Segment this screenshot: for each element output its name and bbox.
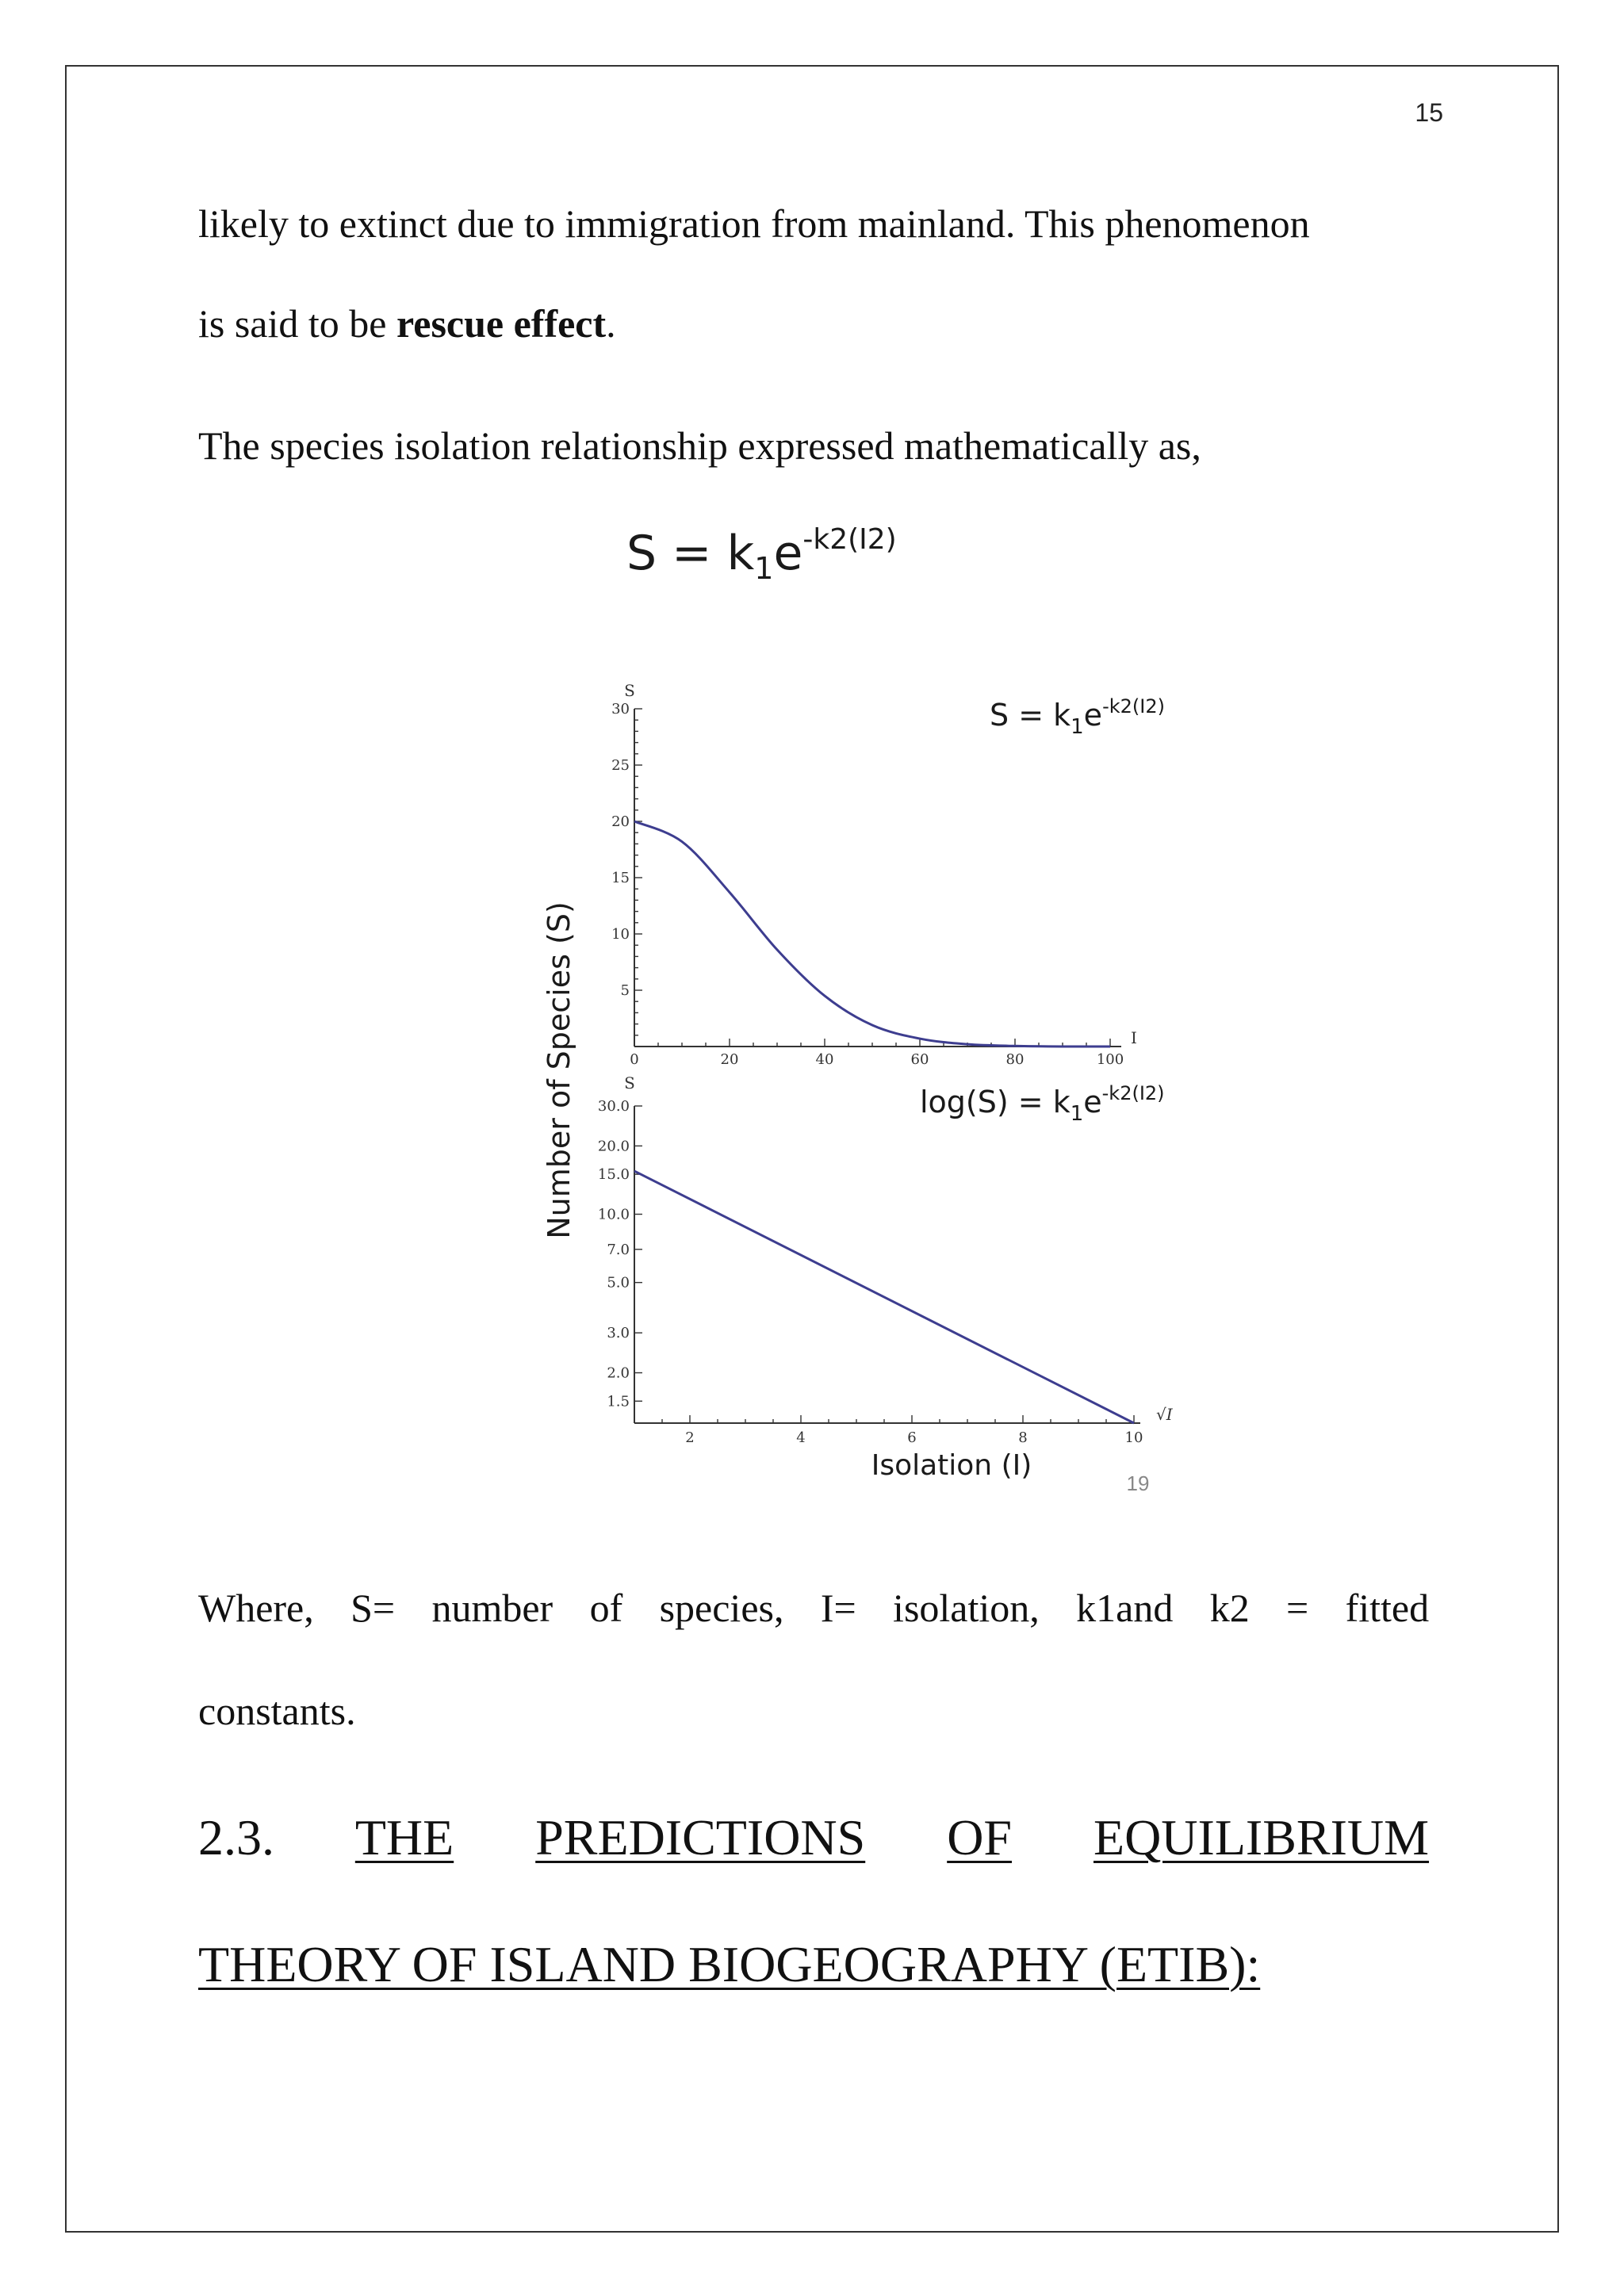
section-number: 2.3.: [198, 1809, 274, 1866]
bottom-x-tick-label: 4: [796, 1429, 806, 1446]
bottom-formula-lhs: log(S) = k: [920, 1085, 1071, 1119]
top-x-tick-label: 40: [815, 1051, 834, 1068]
paragraph-3-line-1: [198, 1584, 1429, 1632]
section-heading-line-1: [198, 1808, 1429, 1868]
paragraph-3-word: fitted: [1345, 1586, 1430, 1630]
bottom-y-tick-label: 2.0: [607, 1364, 630, 1382]
paragraph-2: The species isolation relationship expressed mathematically as,: [198, 423, 1201, 468]
bottom-formula-exponent: -k2(I2): [1101, 1082, 1165, 1104]
top-y-tick-label: 10: [611, 926, 630, 943]
paragraph-3-word: S=: [350, 1586, 396, 1630]
bottom-x-axis-label: √I: [1156, 1405, 1173, 1424]
paragraph-1-line-2: [198, 300, 1429, 347]
paragraph-3-line-2: constants.: [198, 1689, 356, 1733]
section-heading-word: PREDICTIONS: [535, 1809, 866, 1866]
top-formula-base: e: [1083, 698, 1103, 733]
paragraph-3-word: species,: [659, 1586, 784, 1630]
top-formula-lhs: S = k: [990, 698, 1071, 733]
paragraph-3-word: =: [1286, 1586, 1309, 1630]
top-y-axis-label: S: [624, 681, 635, 700]
paragraph-3-word: I=: [820, 1586, 856, 1630]
rescue-effect-term: rescue effect: [396, 301, 607, 346]
section-heading-word: THE: [354, 1809, 454, 1866]
bottom-y-tick-label: 1.5: [607, 1393, 630, 1410]
species-isolation-chart: [508, 666, 1205, 1506]
bottom-formula-base: e: [1083, 1085, 1102, 1119]
species-isolation-figure: [508, 666, 1205, 1506]
section-heading-word: OF: [947, 1809, 1012, 1866]
bottom-y-tick-label: 3.0: [607, 1325, 630, 1342]
top-y-tick-label: 30: [611, 701, 630, 718]
paragraph-3-word: k2: [1209, 1586, 1250, 1630]
top-x-tick-label: 100: [1096, 1051, 1124, 1068]
formula-exponent: -k2(I2): [802, 523, 897, 556]
bottom-x-tick-label: 6: [907, 1429, 917, 1446]
bottom-formula-subscript: 1: [1070, 1102, 1084, 1126]
bottom-x-tick-label: 10: [1124, 1429, 1143, 1446]
species-isolation-formula: [626, 523, 897, 586]
top-x-tick-label: 20: [720, 1051, 739, 1068]
paragraph-3-word: number: [431, 1586, 553, 1630]
top-chart-formula: [990, 695, 1165, 739]
top-x-tick-label: 80: [1005, 1051, 1025, 1068]
top-chart: [611, 681, 1137, 1068]
paragraph-3-word: Where,: [198, 1586, 314, 1630]
paragraph-3-word: isolation,: [893, 1586, 1040, 1630]
paragraph-1-period: .: [606, 301, 616, 346]
formula-base: e: [773, 526, 803, 581]
top-x-axis-label: I: [1131, 1028, 1137, 1047]
top-x-tick-label: 0: [630, 1051, 639, 1068]
bottom-y-tick-label: 10.0: [597, 1206, 630, 1223]
bottom-y-tick-label: 20.0: [597, 1138, 630, 1155]
top-formula-exponent: -k2(I2): [1102, 695, 1165, 718]
paragraph-1-line-1: likely to extinct due to immigration from mainland. This phenomenon: [198, 201, 1310, 246]
paragraph-3-word: of: [589, 1586, 623, 1630]
bottom-y-tick-label: 7.0: [607, 1241, 630, 1258]
slide-number: 19: [1126, 1471, 1150, 1495]
bottom-y-tick-label: 5.0: [607, 1274, 630, 1292]
bottom-chart: [598, 1073, 1174, 1446]
section-heading-line-2: [198, 1934, 1429, 1995]
top-y-tick-label: 15: [611, 870, 630, 886]
y-axis-title: Number of Species (S): [542, 901, 576, 1239]
bottom-x-tick-label: 8: [1018, 1429, 1028, 1446]
bottom-chart-formula: [920, 1082, 1165, 1126]
top-y-tick-label: 5: [620, 982, 630, 999]
bottom-x-tick-label: 2: [685, 1429, 695, 1446]
formula-subscript: 1: [754, 551, 774, 586]
bottom-y-tick-label: 30.0: [597, 1098, 630, 1115]
x-axis-title: Isolation (I): [871, 1449, 1032, 1482]
formula-lhs: S = k: [626, 526, 755, 581]
top-y-tick-label: 20: [611, 813, 630, 830]
bottom-y-tick-label: 15.0: [597, 1166, 630, 1184]
top-formula-subscript: 1: [1071, 715, 1084, 739]
section-heading-word: EQUILIBRIUM: [1093, 1809, 1430, 1866]
top-series-line: [634, 821, 1110, 1047]
section-heading-title-line-2: THEORY OF ISLAND BIOGEOGRAPHY (ETIB):: [198, 1936, 1261, 1992]
top-x-tick-label: 60: [910, 1051, 929, 1068]
page-number: 15: [1415, 98, 1443, 127]
paragraph-1-text: is said to be: [198, 301, 396, 346]
paragraph-3-word: k1and: [1076, 1586, 1174, 1630]
bottom-y-axis-label: S: [624, 1073, 635, 1093]
bottom-series-line: [634, 1171, 1134, 1423]
top-y-tick-label: 25: [611, 757, 630, 774]
